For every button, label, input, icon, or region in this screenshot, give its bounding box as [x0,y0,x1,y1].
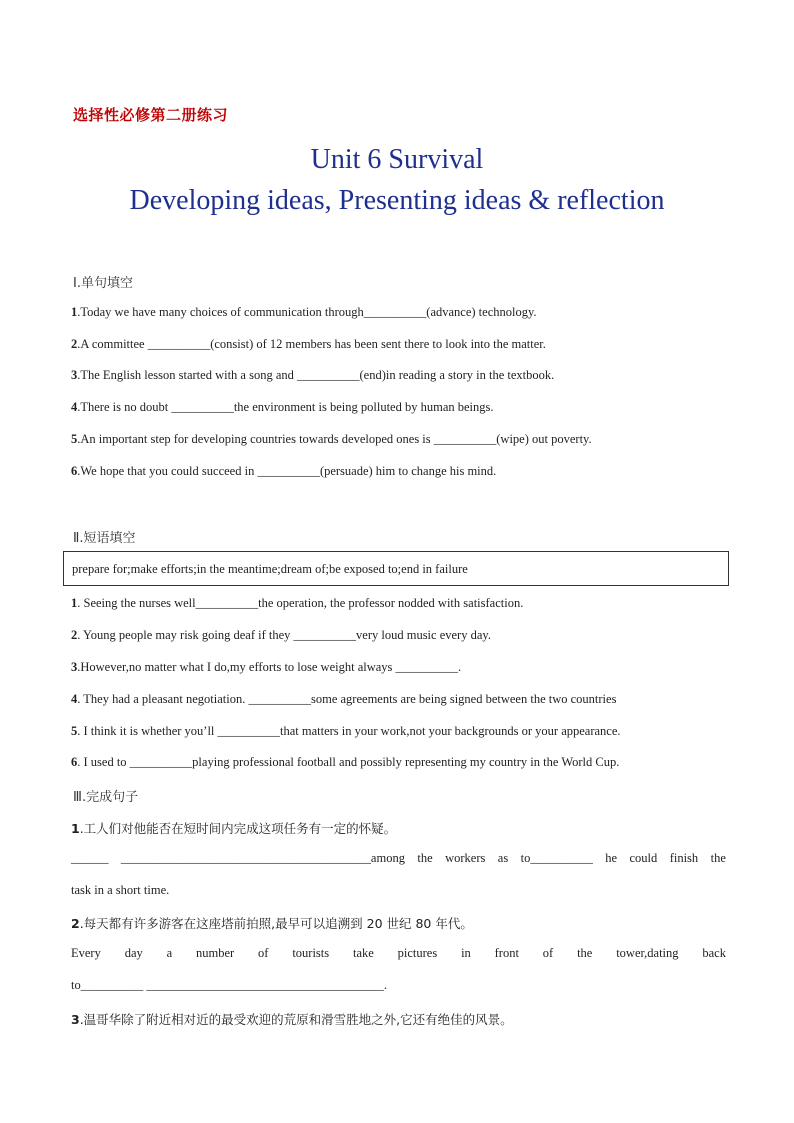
item-number: 3 [71,660,78,674]
item-text: . Young people may risk going deaf if they __________very loud music every day. [77,628,491,642]
item-text: .每天都有许多游客在这座塔前拍照,最早可以追溯到 20 世纪 80 年代。 [79,916,473,931]
item-number: 2 [71,916,80,931]
word: the [417,851,433,865]
item-number: 3 [71,368,78,382]
item-text: .温哥华除了附近相对近的最受欢迎的荒原和滑雪胜地之外,它还有绝佳的风景。 [79,1012,513,1027]
item-number: 5 [71,432,78,446]
section3-q1-english [71,851,726,866]
section2-item-2 [71,628,726,643]
section1-item-4 [71,400,726,415]
word: the [710,851,726,865]
word: finish [669,851,699,865]
word: front [494,946,519,960]
section3-q2-english [71,946,726,961]
item-number: 1 [71,821,80,836]
item-text: .An important step for developing countries towards developed ones is __________(wipe) out poverty. [77,432,592,446]
item-text: . They had a pleasant negotiation. __________some agreements are being signed between the two countries [77,692,617,706]
item-number: 2 [71,628,78,642]
item-number: 2 [71,337,78,351]
item-text: .工人们对他能否在短时间内完成这项任务有一定的怀疑。 [79,821,397,836]
section3-q2-english-continued: to__________ ______________________________________. [71,978,387,992]
item-text: .Today we have many choices of communication through__________(advance) technology. [77,305,537,319]
section1-item-3 [71,368,726,383]
word: tourists [292,946,330,960]
section2-item-3 [71,660,726,675]
phrase-list: prepare for;make efforts;in the meantime;dream of;be exposed to;end in failure [72,562,468,576]
word: a [166,946,173,960]
item-text: . I think it is whether you’ll __________that matters in your work,not your backgrounds or your appearance. [77,724,621,738]
item-number: 4 [71,692,78,706]
item-text: .However,no matter what I do,my efforts to lose weight always __________. [77,660,462,674]
word: in [461,946,471,960]
word: to__________ [520,851,593,865]
section3-heading: Ⅲ.完成句子 [73,790,139,805]
item-text: .The English lesson started with a song and __________(end)in reading a story in the textbook. [77,368,555,382]
section2-item-4 [71,692,726,707]
word: ________________________________________among [120,851,405,865]
section2-item-6 [71,755,726,770]
section2-item-5 [71,724,726,739]
section3-q3-chinese [71,1010,726,1028]
word: the [577,946,593,960]
section1-item-1 [71,305,726,320]
item-number: 6 [71,755,78,769]
lesson-title: Developing ideas, Presenting ideas & reflection [129,185,665,216]
word: tower,dating [616,946,679,960]
word: pictures [397,946,438,960]
word: of [258,946,269,960]
section1-item-6 [71,464,726,479]
word: could [629,851,658,865]
word: day [124,946,143,960]
section2-item-1 [71,596,726,611]
word: he [605,851,618,865]
word: Every [71,946,101,960]
item-text: . Seeing the nurses well__________the operation, the professor nodded with satisfaction. [77,596,524,610]
item-text: .There is no doubt __________the environment is being polluted by human beings. [77,400,494,414]
item-number: 1 [71,596,78,610]
section3-q1-chinese [71,819,726,837]
item-number: 1 [71,305,78,319]
item-text: .A committee __________(consist) of 12 members has been sent there to look into the matter. [77,337,546,351]
word: workers [445,851,486,865]
section1-heading: Ⅰ.单句填空 [73,276,133,291]
item-text: .We hope that you could succeed in __________(persuade) him to change his mind. [77,464,497,478]
word: as [497,851,509,865]
item-number: 4 [71,400,78,414]
section1-item-2 [71,337,726,352]
word: take [352,946,374,960]
word: number [196,946,235,960]
section3-q1-english-continued: task in a short time. [71,883,170,897]
item-text: . I used to __________playing professional football and possibly representing my country in the World Cup. [77,755,620,769]
item-number: 3 [71,1012,80,1027]
phrase-box [63,551,729,586]
word: ______ [71,851,109,865]
section2-heading: Ⅱ.短语填空 [73,531,136,546]
section3-q2-chinese [71,914,726,932]
item-number: 6 [71,464,78,478]
book-label: 选择性必修第二册练习 [73,106,229,124]
word: of [542,946,554,960]
word: back [702,946,726,960]
item-number: 5 [71,724,78,738]
unit-title: Unit 6 Survival [310,144,484,175]
section1-item-5 [71,432,726,447]
